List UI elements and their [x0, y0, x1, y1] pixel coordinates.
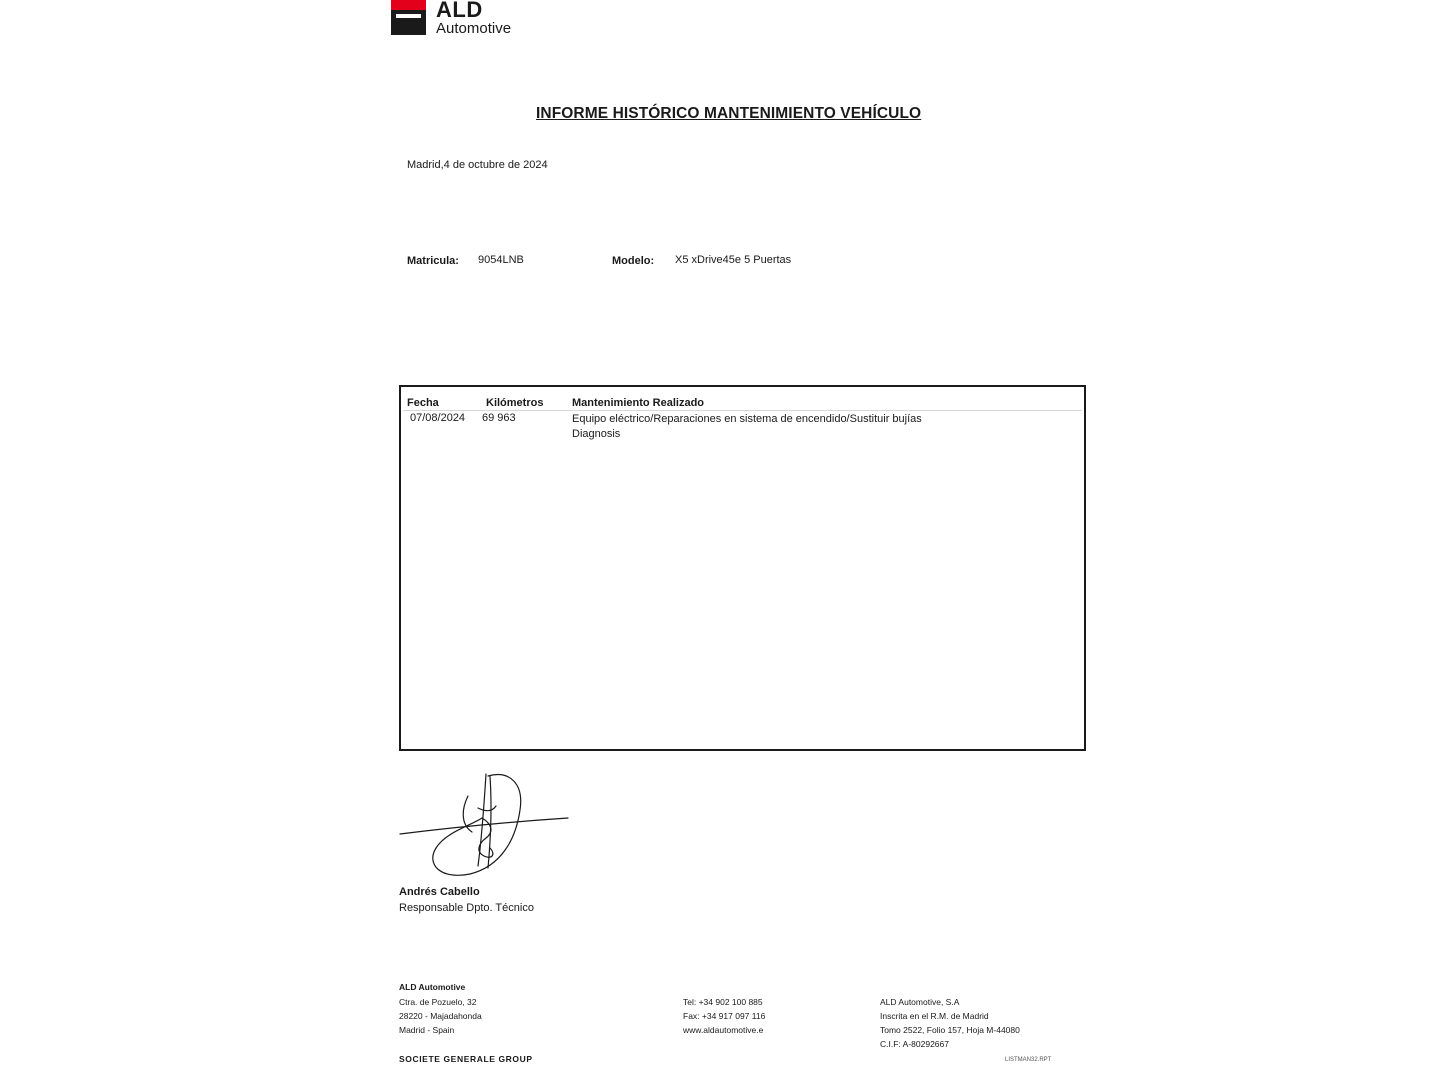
place-date: Madrid,4 de octubre de 2024 — [407, 159, 548, 171]
modelo-value: X5 xDrive45e 5 Puertas — [675, 254, 792, 266]
header-divider — [403, 410, 1082, 411]
cell-fecha: 07/08/2024 — [410, 412, 466, 424]
signer-name: Andrés Cabello — [399, 886, 480, 898]
header-fecha: Fecha — [407, 397, 439, 409]
footer-address-line: Madrid - Spain — [399, 1025, 455, 1035]
footer-registry-line: ALD Automotive, S.A — [880, 997, 960, 1007]
matricula-value: 9054LNB — [478, 254, 524, 266]
footer-report-code: LISTMAN32.RPT — [1005, 1057, 1052, 1063]
footer-address-line: 28220 - Majadahonda — [399, 1011, 482, 1021]
logo-subtitle: Automotive — [436, 20, 512, 37]
cell-mantenimiento-line2: Diagnosis — [572, 428, 621, 440]
footer-phone: Tel: +34 902 100 885 — [683, 997, 763, 1007]
ald-logo-mark — [391, 0, 426, 35]
footer-address-line: Ctra. de Pozuelo, 32 — [399, 997, 477, 1007]
logo-name: ALD — [436, 0, 483, 22]
logo-red-band — [391, 0, 426, 10]
footer-registry-line: C.I.F: A-80292667 — [880, 1039, 949, 1049]
cell-mantenimiento-line1: Equipo eléctrico/Reparaciones en sistema de encendido/Sustituir bujías — [572, 413, 922, 425]
footer-registry-line: Tomo 2522, Folio 157, Hoja M-44080 — [880, 1025, 1020, 1035]
cell-kilometros: 69 963 — [482, 412, 516, 424]
handwritten-signature — [398, 766, 570, 881]
page-title: INFORME HISTÓRICO MANTENIMIENTO VEHÍCULO — [536, 105, 922, 122]
maintenance-table — [399, 385, 1086, 751]
matricula-label: Matricula: — [407, 255, 459, 267]
footer-company: ALD Automotive — [399, 982, 466, 992]
modelo-label: Modelo: — [612, 255, 655, 267]
signer-role: Responsable Dpto. Técnico — [399, 902, 534, 914]
header-mantenimiento: Mantenimiento Realizado — [572, 397, 705, 409]
logo-white-bar — [396, 14, 421, 18]
footer-group-name: SOCIETE GENERALE GROUP — [399, 1054, 533, 1064]
footer-website-link[interactable]: www.aldautomotive.e — [683, 1025, 764, 1035]
footer-fax: Fax: +34 917 097 116 — [683, 1011, 766, 1021]
header-kilometros: Kilómetros — [486, 397, 544, 409]
footer-registry-line: Inscrita en el R.M. de Madrid — [880, 1011, 989, 1021]
